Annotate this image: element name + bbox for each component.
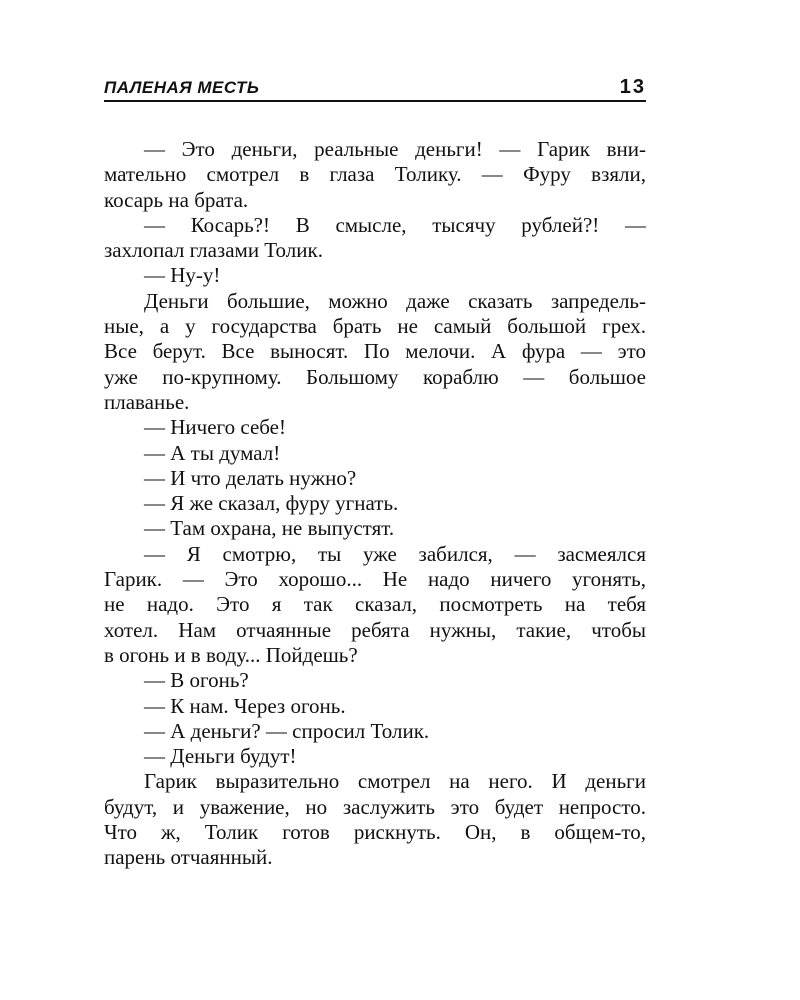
text-line: — Ну-у! <box>144 263 221 288</box>
page-number: 13 <box>619 76 646 98</box>
text-line: мательно смотрел в глаза Толику. — Фуру взяли, <box>104 162 646 187</box>
text-line: будут, и уважение, но заслужить это будет непросто. <box>104 794 646 819</box>
text-line: — К нам. Через огонь. <box>144 693 346 718</box>
text-line: уже по-крупному. Большому кораблю — большое <box>104 364 646 389</box>
book-title: ПАЛЕНАЯ МЕСТЬ <box>104 78 260 97</box>
text-line: — Ничего себе! <box>144 415 286 440</box>
running-header <box>104 76 646 102</box>
body-text <box>104 137 646 871</box>
text-line: — Я же сказал, фуру угнать. <box>144 491 399 516</box>
text-line: парень отчаянный. <box>104 845 273 870</box>
text-line: не надо. Это я так сказал, посмотреть на тебя <box>104 592 646 617</box>
text-line: захлопал глазами Толик. <box>104 238 323 263</box>
text-line: плаванье. <box>104 389 190 414</box>
text-line: в огонь и в воду... Пойдешь? <box>104 642 358 667</box>
text-line: Гарик выразительно смотрел на него. И деньги <box>144 769 646 794</box>
text-line: — А деньги? — спросил Толик. <box>144 718 430 743</box>
text-line: хотел. Нам отчаянные ребята нужны, такие, чтобы <box>104 617 646 642</box>
text-line: Деньги большие, можно даже сказать запредель- <box>144 288 646 313</box>
text-line: ные, а у государства брать не самый большой грех. <box>104 314 646 339</box>
text-line: — И что делать нужно? <box>144 465 357 490</box>
text-line: — Там охрана, не выпустят. <box>144 516 395 541</box>
text-line: — Я смотрю, ты уже забился, — засмеялся <box>144 541 646 566</box>
text-line: Все берут. Все выносят. По мелочи. А фура — это <box>104 339 646 364</box>
text-line: — В огонь? <box>144 668 249 693</box>
text-line: — Это деньги, реальные деньги! — Гарик вни- <box>144 137 646 161</box>
text-line: Гарик. — Это хорошо... Не надо ничего угонять, <box>104 567 646 592</box>
text-line: — Деньги будут! <box>144 744 297 769</box>
text-line: косарь на брата. <box>104 187 249 212</box>
text-line: — А ты думал! <box>144 440 281 465</box>
text-line: Что ж, Толик готов рискнуть. Он, в общем-то, <box>104 820 646 845</box>
text-line: — Косарь?! В смысле, тысячу рублей?! — <box>144 212 646 237</box>
